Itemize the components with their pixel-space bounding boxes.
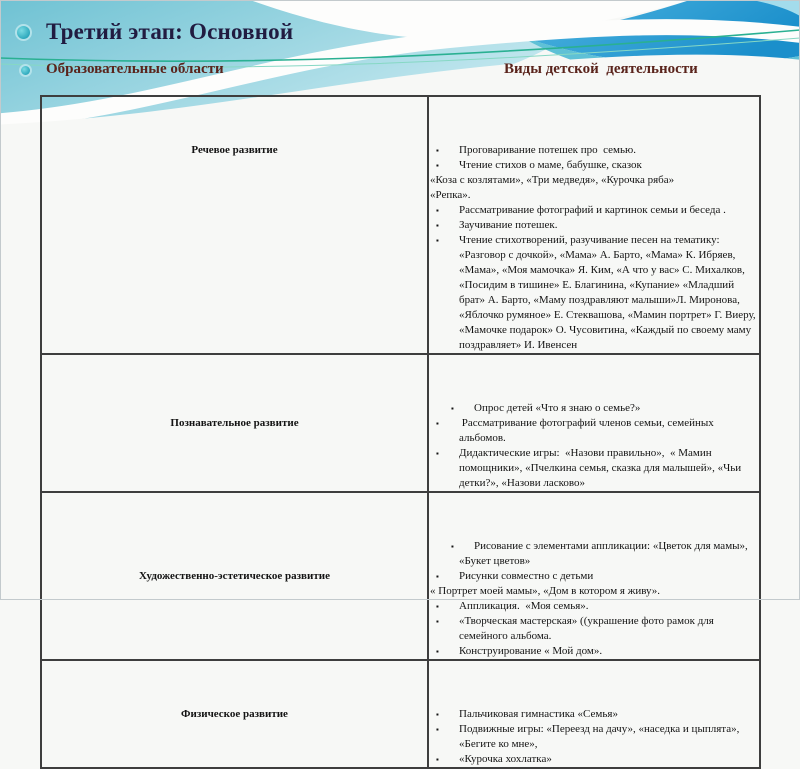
list-item: ▪ Аппликация. «Моя семья».	[429, 599, 757, 614]
slide-title: Третий этап: Основной	[46, 19, 294, 44]
list-item: «Репка».	[430, 189, 471, 201]
list-item: ▪ Проговаривание потешек про семью.	[429, 143, 757, 158]
teal-circle-bullet-small-icon	[19, 64, 32, 77]
table-row	[41, 354, 760, 492]
heading-activity-types: Виды детской деятельности	[504, 61, 698, 77]
list-item: « Портрет моей мамы», «Дом в котором я живу».	[430, 585, 661, 597]
heading-educational-areas: Образовательные области	[46, 61, 224, 77]
teal-circle-bullet-icon	[15, 24, 32, 41]
list-item: ▪ Рисование с элементами аппликации: «Цветок для мамы», «Букет цветов»	[429, 539, 757, 569]
list-item: ▪ Заучивание потешек.	[429, 218, 757, 233]
row-items-physical-development	[428, 660, 760, 768]
list-item: ▪ Опрос детей «Что я знаю о семье?»	[429, 401, 757, 416]
row-items-artistic-aesthetic-development	[428, 492, 760, 660]
table-row	[41, 660, 760, 768]
content-table	[40, 95, 761, 769]
list-item: ▪ Рассматривание фотографий и картинок семьи и беседа .	[429, 203, 757, 218]
list-item: ▪ Дидактические игры: «Назови правильно», « Мамин помощники», «Пчелкина семья, сказка для малышей», «Чьи детки?», «Назови ласково»	[429, 446, 757, 491]
list-item: ▪ Подвижные игры: «Переезд на дачу», «наседка и цыплята», «Бегите ко мне»,	[429, 722, 757, 752]
row-label-physical-development: Физическое развитие	[41, 660, 428, 768]
row-label-cognitive-development: Познавательное развитие	[41, 354, 428, 492]
table-row	[41, 492, 760, 660]
list-item: ▪ «Творческая мастерская» ((украшение фото рамок для семейного альбома.	[429, 614, 757, 644]
list-item: ▪ Пальчиковая гимнастика «Семья»	[429, 707, 757, 722]
list-item: ▪ Конструирование « Мой дом».	[429, 644, 757, 659]
list-item: ▪ Рассматривание фотографий членов семьи, семейных альбомов.	[429, 416, 757, 446]
row-items-cognitive-development	[428, 354, 760, 492]
row-items-speech-development	[428, 96, 760, 354]
list-item: ▪ Чтение стихотворений, разучивание песен на тематику: «Разговор с дочкой», «Мама» А. Барто, «Мама» К. Ибряев, «Мама», «Моя мамочка» Я. Ким, «А что у вас» С. Михалков, «Посидим в тишине» Е. Благинина, «Купание» «Младший брат» А. Барто, «Маму поздравляют малыши»Л. Миронова, «Яблочко румяное» Е. Стеквашова, «Мамин портрет» Г. Виеру, «Мамочке подарок» О. Чусовитина, «Каждый по своему маму поздравляет» И. Ивенсен	[429, 233, 757, 353]
list-item: «Коза с козлятами», «Три медведя», «Курочка ряба»	[430, 174, 675, 186]
list-item: ▪ Чтение стихов о маме, бабушке, сказок	[429, 158, 757, 173]
list-item: ▪ Рисунки совместно с детьми	[429, 569, 757, 584]
table-row	[41, 96, 760, 354]
list-item: ▪ «Курочка хохлатка»	[429, 752, 757, 767]
row-label-speech-development: Речевое развитие	[41, 96, 428, 354]
row-label-artistic-aesthetic-development: Художественно-эстетическое развитие	[41, 492, 428, 660]
